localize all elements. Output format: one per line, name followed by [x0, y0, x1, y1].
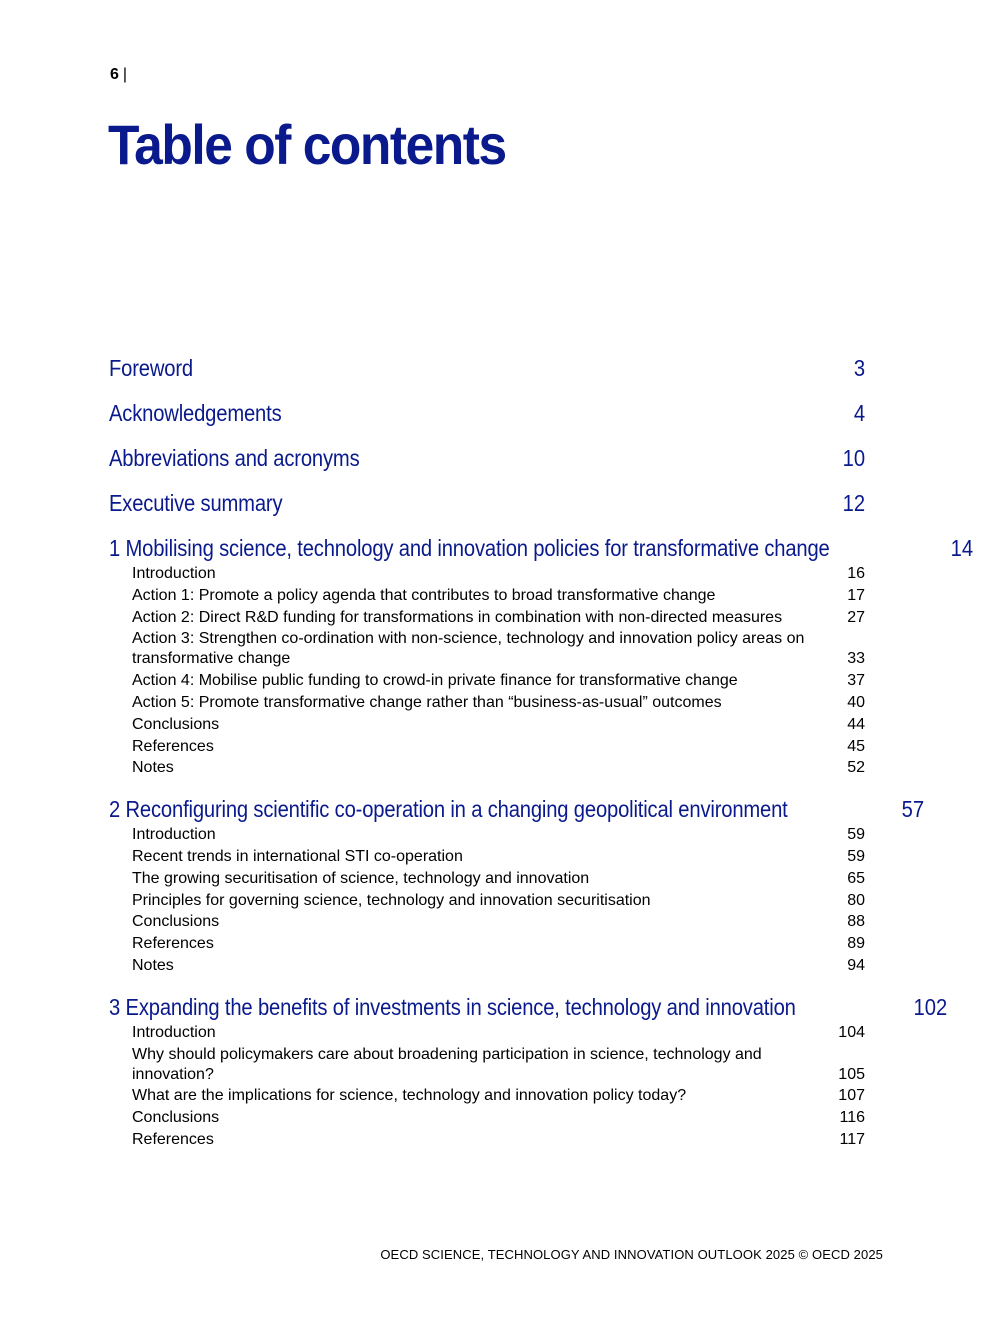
toc-subentry[interactable] — [109, 912, 865, 932]
toc-entry-page: 3 — [853, 355, 865, 381]
toc-subentry-page: 44 — [847, 715, 865, 733]
toc-entry-label: 3 Expanding the benefits of investments in science, technology and innovation — [109, 993, 796, 1020]
toc-subentry[interactable] — [109, 891, 865, 911]
toc-subentry-page: 59 — [847, 847, 865, 865]
page-title: Table of contents — [108, 113, 506, 176]
toc-subentry[interactable] — [109, 564, 865, 584]
toc-entry-label: Acknowledgements — [109, 400, 282, 426]
toc-subentry[interactable] — [109, 1130, 865, 1150]
toc-subentry-page: 45 — [847, 737, 865, 755]
toc-subentry-label: References — [132, 1130, 214, 1148]
toc-subentry[interactable] — [109, 586, 865, 606]
toc-subentry-label: Introduction — [132, 565, 216, 582]
toc-subentry-label: References — [132, 935, 214, 953]
toc-subentry-label: Conclusions — [132, 913, 220, 931]
toc-entry-label: 1 Mobilising science, technology and innovation policies for transformative change — [109, 535, 830, 561]
toc-subentry[interactable] — [109, 825, 865, 845]
page-number-separator: | — [122, 66, 128, 83]
toc-subentry-page: 40 — [847, 693, 865, 711]
toc-subentry[interactable] — [109, 1086, 865, 1106]
toc-subentry[interactable] — [109, 1045, 865, 1085]
toc-entry-page: 102 — [912, 993, 947, 1020]
toc-subentry-page: 107 — [838, 1087, 865, 1105]
toc-subentry-page: 94 — [847, 956, 865, 974]
toc-entry-page: 14 — [950, 535, 974, 561]
toc-subentry-page: 37 — [847, 672, 865, 690]
toc-subentry-label: Principles for governing science, technology and innovation securitisation — [132, 891, 651, 909]
toc-entry[interactable] — [109, 352, 865, 384]
toc-subentry-label: Action 2: Direct R&D funding for transformations in combination with non-directed measures — [132, 608, 783, 626]
toc-subentry-page: 116 — [839, 1109, 865, 1127]
toc-entry-label: Executive summary — [109, 490, 283, 516]
toc-subentry-label: Recent trends in international STI co-operation — [132, 847, 463, 865]
toc-entry-page: 10 — [842, 445, 865, 471]
toc-subentry-label: Introduction — [132, 1023, 216, 1041]
table-of-contents — [109, 352, 974, 1152]
toc-subentry-label: Action 1: Promote a policy agenda that contributes to broad transformative change — [132, 586, 716, 604]
toc-subentry-label: References — [132, 737, 214, 755]
page-number — [110, 66, 127, 84]
toc-subentry-label: Action 4: Mobilise public funding to crowd-in private finance for transformative change — [132, 672, 738, 690]
toc-subentry-label: Notes — [132, 759, 174, 777]
toc-subentry-page: 33 — [847, 650, 865, 668]
toc-subentry-page: 117 — [839, 1130, 865, 1148]
toc-subentry-label: Conclusions — [132, 715, 220, 733]
footer-text: OECD SCIENCE, TECHNOLOGY AND INNOVATION OUTLOOK 2025 © OECD 2025 — [380, 1247, 883, 1262]
toc-subentry-label: Action 3: Strengthen co-ordination with non-science, technology and innovation policy areas on transformative change — [132, 630, 805, 668]
toc-subentry-page: 88 — [847, 913, 865, 931]
toc-entry[interactable] — [109, 532, 974, 564]
toc-subentry-label: What are the implications for science, technology and innovation policy today? — [132, 1087, 687, 1105]
toc-subentry[interactable] — [109, 1108, 865, 1128]
toc-subentry-page: 16 — [847, 565, 865, 582]
toc-subentry-page: 89 — [847, 935, 865, 953]
toc-entry[interactable] — [109, 397, 865, 429]
toc-subentry-page: 65 — [847, 869, 865, 887]
toc-entry[interactable] — [109, 442, 865, 474]
toc-subentry[interactable] — [109, 956, 865, 976]
page-number-value: 6 — [110, 66, 119, 83]
toc-entry-page: 12 — [842, 490, 865, 516]
toc-subentry-page: 17 — [847, 586, 865, 604]
toc-subentry[interactable] — [109, 934, 865, 954]
toc-subentry[interactable] — [109, 629, 865, 669]
toc-subentry-page: 52 — [847, 759, 865, 777]
toc-entry[interactable] — [109, 991, 947, 1023]
toc-subentry[interactable] — [109, 847, 865, 867]
toc-subentry-page: 105 — [838, 1065, 865, 1083]
toc-entry-label: Abbreviations and acronyms — [109, 445, 360, 471]
toc-subentry-page: 80 — [847, 891, 865, 909]
toc-entry-page: 57 — [901, 796, 925, 823]
toc-subentry[interactable] — [109, 693, 865, 713]
toc-subentry-page: 27 — [847, 608, 865, 626]
toc-subentry-label: Conclusions — [132, 1109, 220, 1127]
toc-subentry-label: Introduction — [132, 826, 216, 844]
toc-subentry-label: Action 5: Promote transformative change rather than “business-as-usual” outcomes — [132, 693, 722, 711]
toc-subentry-page: 59 — [847, 826, 865, 844]
toc-subentry[interactable] — [109, 869, 865, 889]
toc-subentry-label: Notes — [132, 956, 174, 974]
toc-subentry[interactable] — [109, 608, 865, 628]
toc-subentry[interactable] — [109, 758, 865, 778]
toc-entry-label: 2 Reconfiguring scientific co-operation in a changing geopolitical environment — [109, 796, 788, 823]
toc-subentry[interactable] — [109, 737, 865, 757]
toc-subentry-page: 104 — [838, 1023, 865, 1041]
toc-subentry[interactable] — [109, 671, 865, 691]
toc-subentry-label: The growing securitisation of science, technology and innovation — [132, 869, 590, 887]
toc-entry-page: 4 — [853, 400, 865, 426]
toc-subentry-label: Why should policymakers care about broadening participation in science, technology and innovation? — [132, 1045, 762, 1083]
toc-entry[interactable] — [109, 793, 925, 825]
toc-entry-label: Foreword — [109, 355, 193, 381]
toc-subentry[interactable] — [109, 1023, 865, 1043]
toc-entry[interactable] — [109, 487, 865, 519]
toc-subentry[interactable] — [109, 715, 865, 735]
